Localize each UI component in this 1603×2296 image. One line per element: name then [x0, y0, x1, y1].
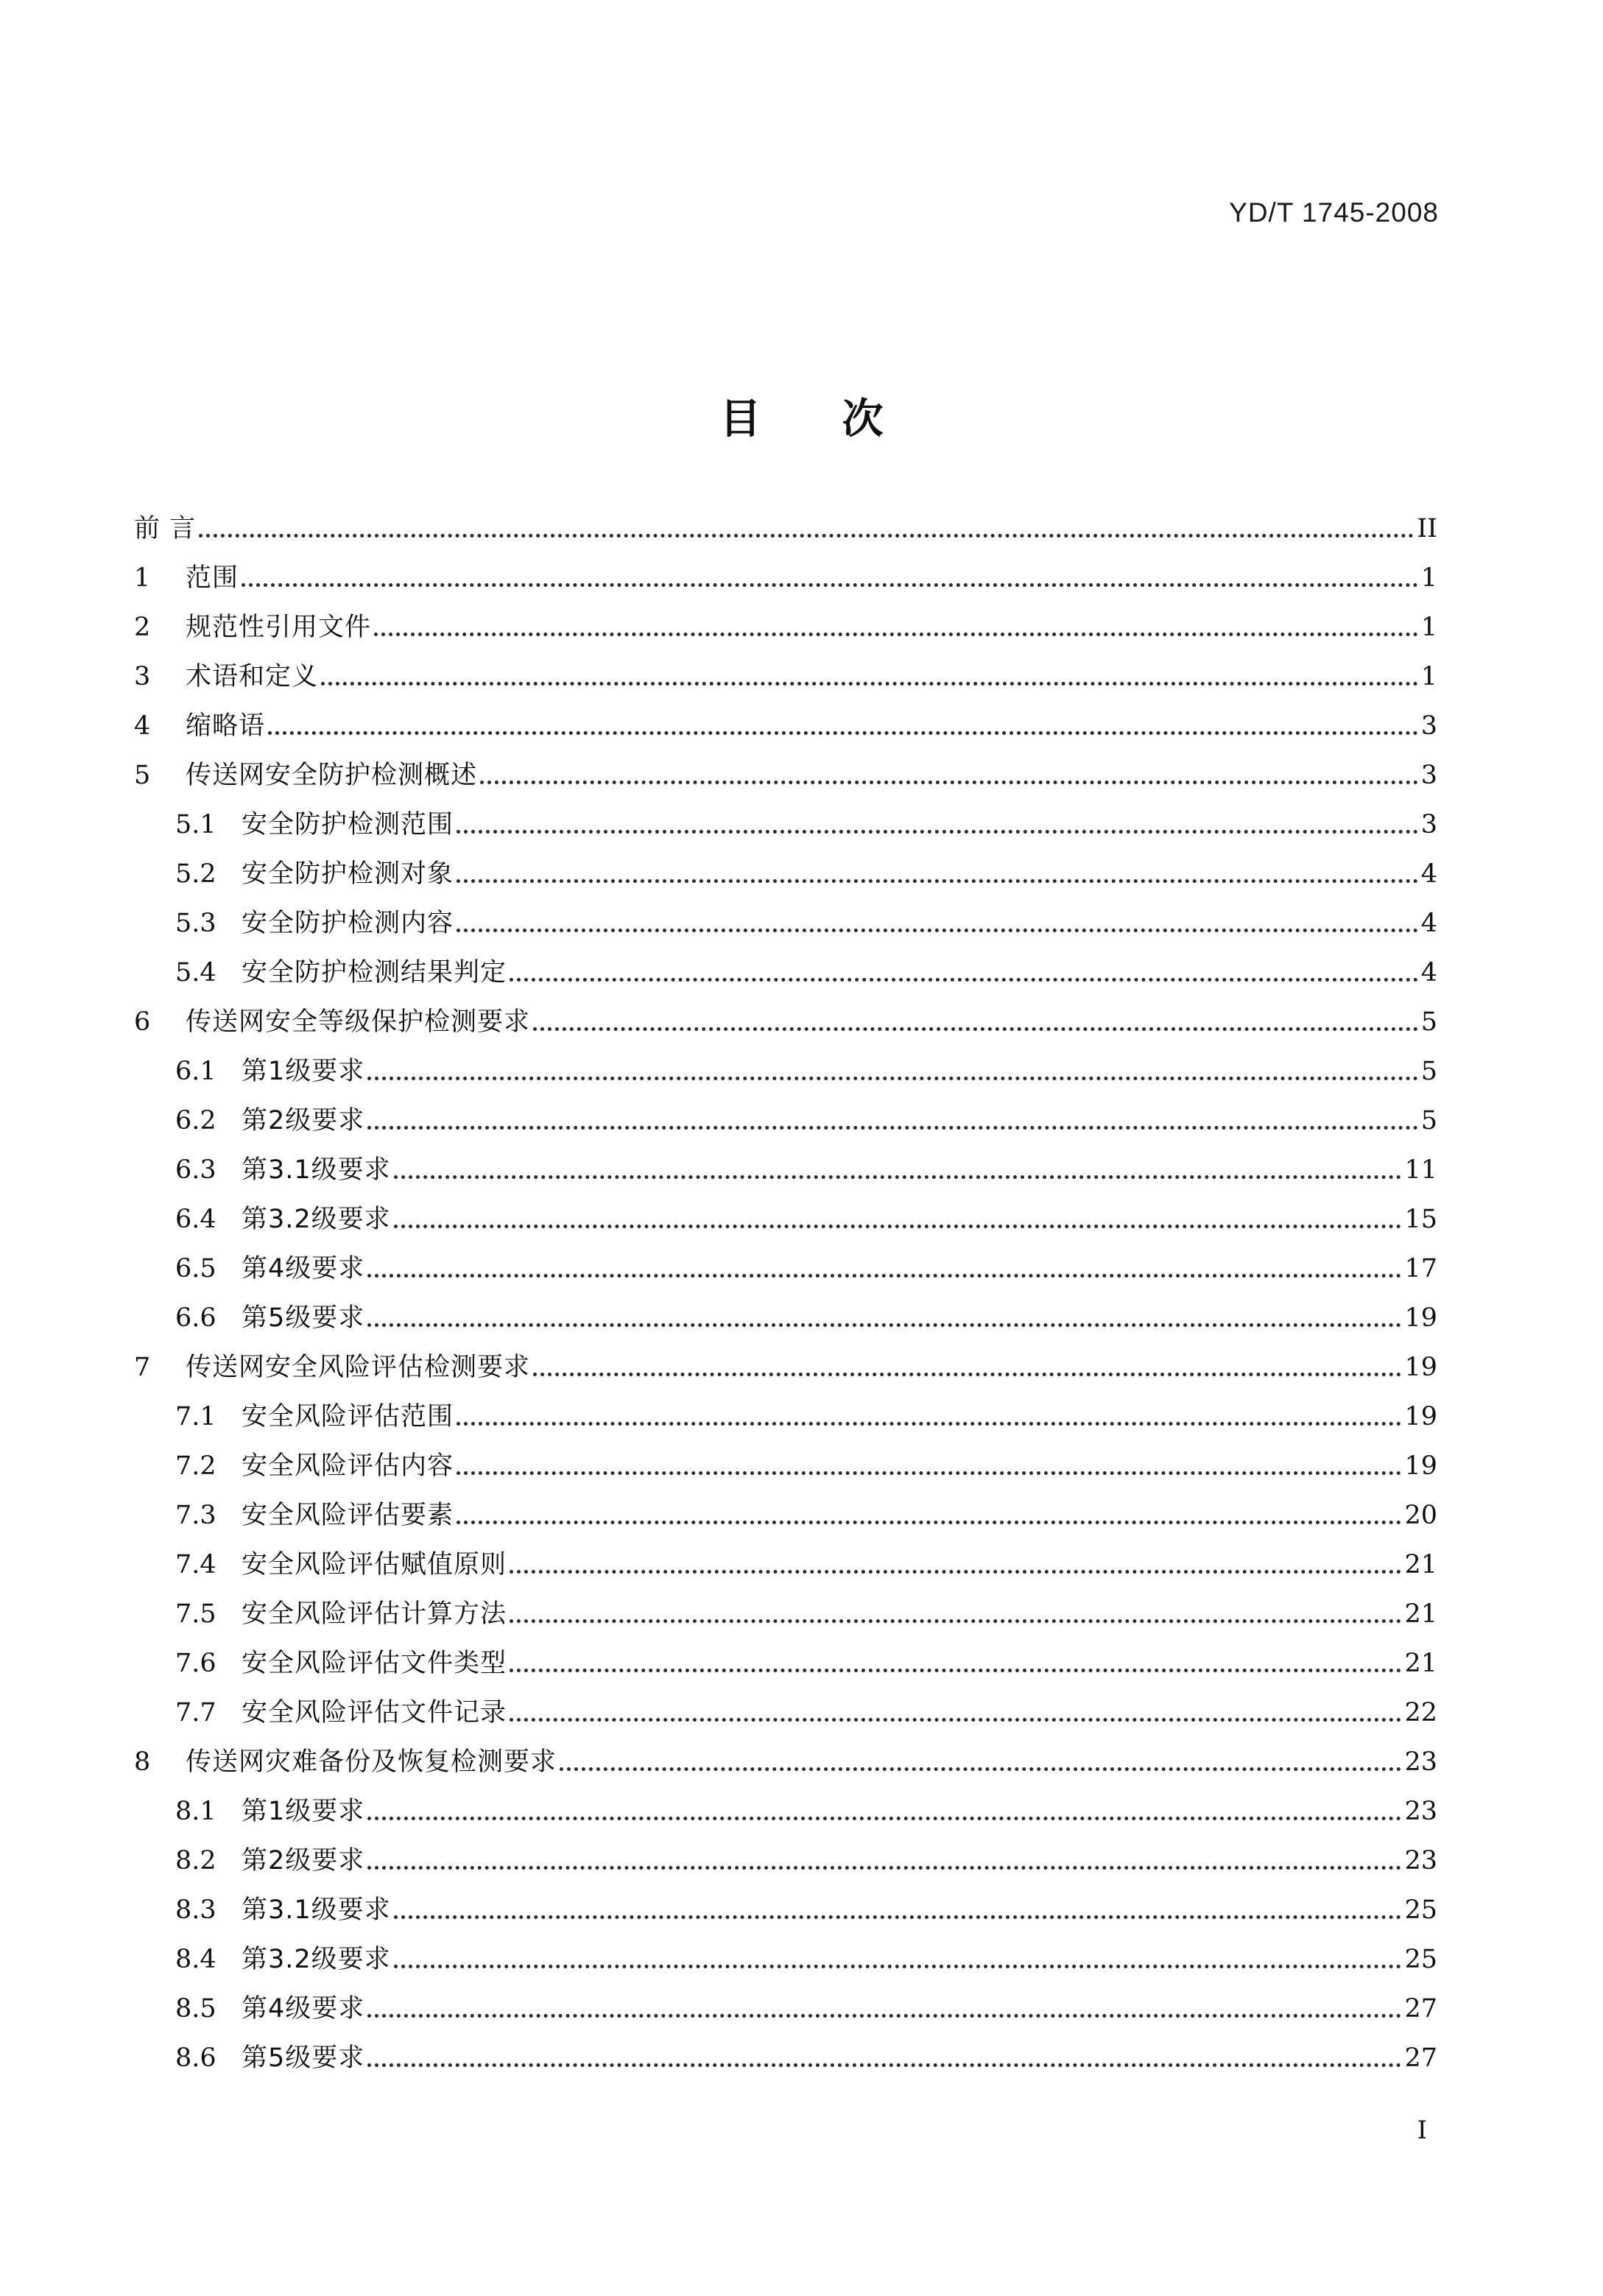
dot-leader	[394, 1175, 1402, 1179]
dot-leader	[367, 2014, 1401, 2018]
toc-entry[interactable]	[134, 1581, 1437, 1630]
toc-entry[interactable]	[134, 545, 1437, 594]
toc-entry[interactable]	[134, 693, 1437, 742]
toc-entry-page: 4	[1420, 958, 1437, 987]
toc-entry-title: 缩略语	[186, 711, 266, 741]
toc-entry-title: 范围	[186, 563, 239, 593]
toc-entry-title: 第3.1级要求	[242, 1155, 391, 1185]
toc-entry-page: 5	[1420, 1007, 1437, 1037]
dot-leader	[457, 1521, 1401, 1524]
toc-entry-title: 安全风险评估范围	[242, 1402, 454, 1432]
dot-leader	[560, 1767, 1401, 1771]
toc-entry[interactable]	[134, 1285, 1437, 1334]
toc-entry-title: 安全风险评估文件记录	[242, 1698, 507, 1728]
dot-leader	[367, 1274, 1401, 1278]
toc-entry[interactable]	[134, 1137, 1437, 1186]
dot-leader	[394, 1965, 1402, 1968]
toc-entry-number: 5.4	[175, 958, 216, 987]
toc-entry-number: 7.2	[175, 1451, 216, 1481]
toc-entry-page: 23	[1404, 1797, 1437, 1826]
toc-entry-page: 3	[1420, 810, 1437, 839]
toc-entry[interactable]	[134, 1778, 1437, 1828]
toc-entry-page: 5	[1420, 1106, 1437, 1135]
toc-entry-page: 5	[1420, 1057, 1437, 1086]
toc-entry-number: 7.6	[175, 1649, 216, 1678]
toc-entry-title: 第2级要求	[242, 1106, 365, 1135]
toc-entry-number: 7	[134, 1353, 151, 1382]
toc-entry-number: 7.4	[175, 1550, 216, 1580]
toc-entry[interactable]	[134, 1433, 1437, 1482]
dot-leader	[457, 830, 1418, 834]
dot-leader	[394, 1915, 1402, 1919]
toc-entry-number: 6.1	[175, 1057, 216, 1086]
toc-entry-number: 8.2	[175, 1846, 216, 1876]
dot-leader	[394, 1225, 1402, 1228]
dot-leader	[510, 1718, 1401, 1722]
toc-entry-title: 安全风险评估要素	[242, 1501, 454, 1530]
toc-entry-number: 5.1	[175, 810, 216, 839]
toc-entry-number: 8.1	[175, 1797, 216, 1826]
toc-entry[interactable]	[134, 792, 1437, 841]
dot-leader	[367, 1077, 1417, 1080]
toc-entry-title: 传送网安全风险评估检测要求	[186, 1353, 531, 1382]
toc-entry-page: 25	[1404, 1945, 1437, 1974]
toc-entry-title: 第4级要求	[242, 1254, 365, 1283]
toc-entry[interactable]	[134, 1828, 1437, 1877]
toc-entry-number: 6.4	[175, 1205, 216, 1234]
toc-entry-page: 21	[1404, 1550, 1437, 1580]
toc-entry-title: 规范性引用文件	[186, 613, 372, 642]
toc-entry-page: 21	[1404, 1649, 1437, 1678]
toc-entry-page: 19	[1404, 1402, 1437, 1432]
toc-entry-number: 4	[134, 711, 151, 741]
toc-entry[interactable]	[134, 1729, 1437, 1778]
toc-entry-page: 21	[1404, 1599, 1437, 1629]
toc-entry-page: 23	[1404, 1846, 1437, 1876]
toc-entry-title: 传送网安全防护检测概述	[186, 761, 478, 790]
toc-entry-page: 4	[1420, 859, 1437, 889]
toc-entry-page: 19	[1404, 1451, 1437, 1481]
dot-leader	[510, 1669, 1401, 1672]
dot-leader	[367, 1817, 1401, 1820]
toc-entry[interactable]	[134, 644, 1437, 693]
toc-entry-number: 1	[134, 563, 151, 593]
toc-entry-title: 第3.2级要求	[242, 1945, 391, 1974]
dot-leader	[367, 1866, 1401, 1870]
toc-entry[interactable]	[134, 1976, 1437, 2025]
toc-entry[interactable]	[134, 1334, 1437, 1384]
toc-entry-title: 安全防护检测对象	[242, 859, 454, 889]
toc-entry-title: 第4级要求	[242, 1994, 365, 2024]
toc-entry-number: 6	[134, 1007, 151, 1037]
toc-entry-title: 第3.2级要求	[242, 1205, 391, 1234]
dot-leader	[457, 929, 1418, 932]
toc-entry-page: 23	[1404, 1747, 1437, 1777]
toc-entry-page: 1	[1420, 613, 1437, 642]
toc-entry-title: 安全风险评估赋值原则	[242, 1550, 507, 1580]
toc-entry-title: 安全风险评估计算方法	[242, 1599, 507, 1629]
toc-entry-number: 8	[134, 1747, 151, 1777]
dot-leader	[457, 1422, 1401, 1426]
toc-entry-page: 3	[1420, 711, 1437, 741]
dot-leader	[199, 534, 1414, 538]
toc-entry-title: 安全防护检测范围	[242, 810, 454, 839]
toc-entry-number: 8.6	[175, 2043, 216, 2073]
toc-entry-page: 4	[1420, 909, 1437, 938]
toc-entry-number: 6.3	[175, 1155, 216, 1185]
toc-entry-number: 8.3	[175, 1895, 216, 1925]
toc-entry[interactable]	[134, 496, 1437, 545]
toc-entry-page: 19	[1404, 1303, 1437, 1333]
toc-entry-page: 19	[1404, 1353, 1437, 1382]
toc-entry-page: 25	[1404, 1895, 1437, 1925]
toc-entry-number: 7.5	[175, 1599, 216, 1629]
toc-entry[interactable]	[134, 594, 1437, 644]
dot-leader	[457, 879, 1418, 883]
toc-entry-page: 3	[1420, 761, 1437, 790]
toc-entry-page: 20	[1404, 1501, 1437, 1530]
toc-entry-page: 27	[1404, 2043, 1437, 2073]
document-code: YD/T 1745-2008	[1229, 197, 1439, 228]
toc-entry-number: 7.7	[175, 1698, 216, 1728]
dot-leader	[321, 682, 1418, 686]
toc-entry-number: 6.5	[175, 1254, 216, 1283]
dot-leader	[367, 1126, 1417, 1130]
toc-entry-title: 术语和定义	[186, 662, 319, 691]
toc-entry[interactable]	[134, 940, 1437, 989]
toc-entry-number: 2	[134, 613, 151, 642]
toc-entry-title: 传送网灾难备份及恢复检测要求	[186, 1747, 557, 1777]
dot-leader	[457, 1471, 1401, 1475]
dot-leader	[533, 1373, 1401, 1376]
toc-entry-title: 安全风险评估文件类型	[242, 1649, 507, 1678]
toc-entry-number: 7.3	[175, 1501, 216, 1530]
toc-entry-number: 8.5	[175, 1994, 216, 2024]
toc-entry-page: 22	[1404, 1698, 1437, 1728]
toc-entry-page: 15	[1404, 1205, 1437, 1234]
toc-entry[interactable]	[134, 2025, 1437, 2074]
toc-entry-title: 安全风险评估内容	[242, 1451, 454, 1481]
page-number: I	[1417, 2116, 1427, 2145]
toc-entry-page: 1	[1420, 563, 1437, 593]
toc-entry[interactable]	[134, 1877, 1437, 1926]
toc-entry[interactable]	[134, 1926, 1437, 1976]
dot-leader	[480, 781, 1418, 784]
toc-entry[interactable]	[134, 1630, 1437, 1680]
toc-entry[interactable]	[134, 1186, 1437, 1236]
toc-entry-number: 5.2	[175, 859, 216, 889]
toc-entry-title: 前 言	[134, 514, 197, 543]
toc-entry[interactable]	[134, 1482, 1437, 1532]
dot-leader	[367, 2063, 1401, 2067]
dot-leader	[242, 583, 1418, 587]
toc-entry[interactable]	[134, 1236, 1437, 1285]
dot-leader	[510, 978, 1418, 982]
toc-entry-title: 安全防护检测内容	[242, 909, 454, 938]
toc-entry-number: 7.1	[175, 1402, 216, 1432]
toc-entry[interactable]	[134, 1384, 1437, 1433]
toc-entry-title: 第1级要求	[242, 1797, 365, 1826]
toc-entry-title: 传送网安全等级保护检测要求	[186, 1007, 531, 1037]
toc-entry-title: 安全防护检测结果判定	[242, 958, 507, 987]
toc-title: 目次	[719, 395, 965, 443]
dot-leader	[510, 1570, 1401, 1574]
toc-entry-number: 5.3	[175, 909, 216, 938]
dot-leader	[268, 731, 1418, 735]
toc-entry-number: 5	[134, 761, 151, 790]
toc-entry[interactable]	[134, 841, 1437, 890]
toc-entry[interactable]	[134, 1038, 1437, 1088]
toc-entry-page: 27	[1404, 1994, 1437, 2024]
toc-entry-title: 第1级要求	[242, 1057, 365, 1086]
toc-entry[interactable]	[134, 1088, 1437, 1137]
dot-leader	[533, 1027, 1418, 1031]
toc-entry-title: 第5级要求	[242, 2043, 365, 2073]
toc-entry-number: 6.6	[175, 1303, 216, 1333]
table-of-contents	[134, 496, 1437, 2074]
toc-entry-title: 第2级要求	[242, 1846, 365, 1876]
toc-entry-number: 3	[134, 662, 151, 691]
toc-entry[interactable]	[134, 1680, 1437, 1729]
toc-entry[interactable]	[134, 989, 1437, 1038]
toc-entry-number: 6.2	[175, 1106, 216, 1135]
toc-entry[interactable]	[134, 1532, 1437, 1581]
toc-entry-number: 8.4	[175, 1945, 216, 1974]
toc-entry-page: 1	[1420, 662, 1437, 691]
dot-leader	[374, 633, 1418, 636]
dot-leader	[510, 1619, 1401, 1623]
toc-entry[interactable]	[134, 890, 1437, 940]
toc-entry[interactable]	[134, 742, 1437, 792]
dot-leader	[367, 1323, 1401, 1327]
toc-entry-page: II	[1417, 514, 1437, 543]
toc-entry-page: 11	[1404, 1155, 1437, 1185]
toc-entry-page: 17	[1404, 1254, 1437, 1283]
toc-entry-title: 第5级要求	[242, 1303, 365, 1333]
toc-entry-title: 第3.1级要求	[242, 1895, 391, 1925]
